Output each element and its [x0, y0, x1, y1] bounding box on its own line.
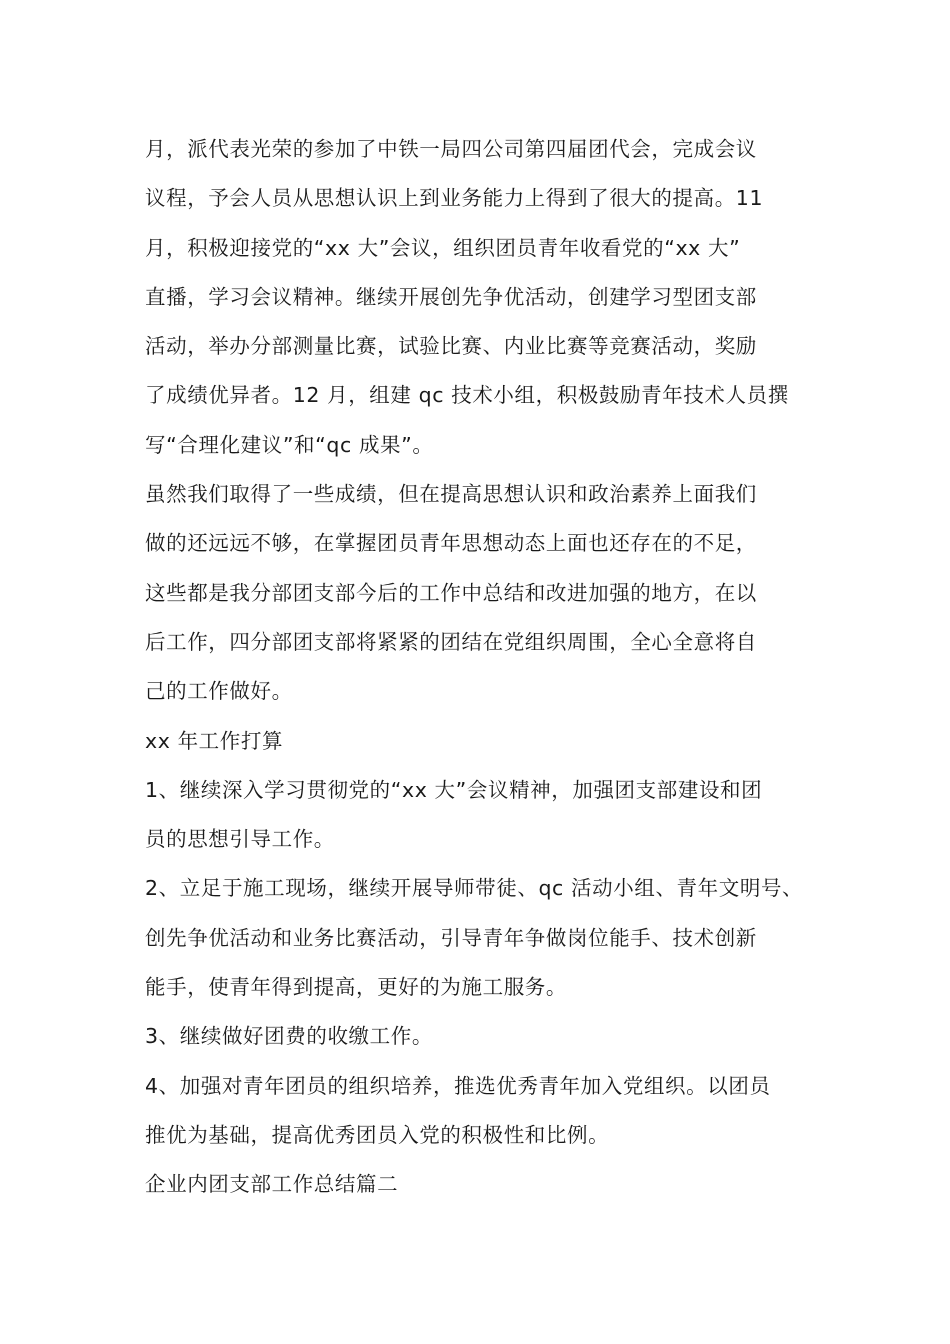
text-line: 1、继续深入学习贯彻党的“xx 大”会议精神，加强团支部建设和团 — [145, 777, 763, 802]
text-line: 直播，学习会议精神。继续开展创先争优活动，创建学习型团支部 — [145, 284, 757, 309]
text-line: 活动，举办分部测量比赛，试验比赛、内业比赛等竞赛活动，奖励 — [145, 334, 757, 359]
plan-item-3 — [145, 1012, 825, 1061]
text-line: 了成绩优异者。12 月，组建 qc 技术小组，积极鼓励青年技术人员撰 — [145, 383, 789, 408]
text-line: 这些都是我分部团支部今后的工作中总结和改进加强的地方，在以 — [145, 580, 757, 605]
text-line: 3、继续做好团费的收缴工作。 — [145, 1024, 433, 1049]
document-body — [145, 125, 825, 1210]
text-line: 月，派代表光荣的参加了中铁一局四公司第四届团代会，完成会议 — [145, 137, 757, 161]
text-line: 企业内团支部工作总结篇二 — [145, 1172, 399, 1197]
text-line: 2、立足于施工现场，继续开展导师带徒、qc 活动小组、青年文明号、 — [145, 876, 804, 901]
text-line: 后工作，四分部团支部将紧紧的团结在党组织周围，全心全意将自 — [145, 629, 757, 654]
paragraph-shortcomings — [145, 470, 825, 716]
text-line: 做的还远远不够，在掌握团员青年思想动态上面也还存在的不足， — [145, 531, 757, 556]
plan-item-2 — [145, 864, 825, 1012]
text-line: 创先争优活动和业务比赛活动，引导青年争做岗位能手、技术创新 — [145, 925, 757, 950]
text-line: xx 年工作打算 — [145, 728, 284, 753]
text-line: 月，积极迎接党的“xx 大”会议，组织团员青年收看党的“xx 大” — [145, 235, 741, 260]
plan-item-4 — [145, 1062, 825, 1161]
text-line: 员的思想引导工作。 — [145, 827, 335, 852]
text-line: 能手，使青年得到提高，更好的为施工服务。 — [145, 975, 567, 1000]
text-line: 4、加强对青年团员的组织培养，推选优秀青年加入党组织。以团员 — [145, 1073, 771, 1098]
paragraph-activities-summary — [145, 125, 825, 470]
text-line: 推优为基础，提高优秀团员入党的积极性和比例。 — [145, 1122, 610, 1147]
plan-item-1 — [145, 766, 825, 865]
text-line: 写“合理化建议”和“qc 成果”。 — [145, 432, 434, 457]
text-line: 议程，予会人员从思想认识上到业务能力上得到了很大的提高。11 — [145, 186, 764, 211]
section-heading-part-two — [145, 1160, 825, 1209]
text-line: 己的工作做好。 — [145, 679, 293, 704]
section-heading-work-plan — [145, 717, 825, 766]
text-line: 虽然我们取得了一些成绩，但在提高思想认识和政治素养上面我们 — [145, 482, 757, 507]
